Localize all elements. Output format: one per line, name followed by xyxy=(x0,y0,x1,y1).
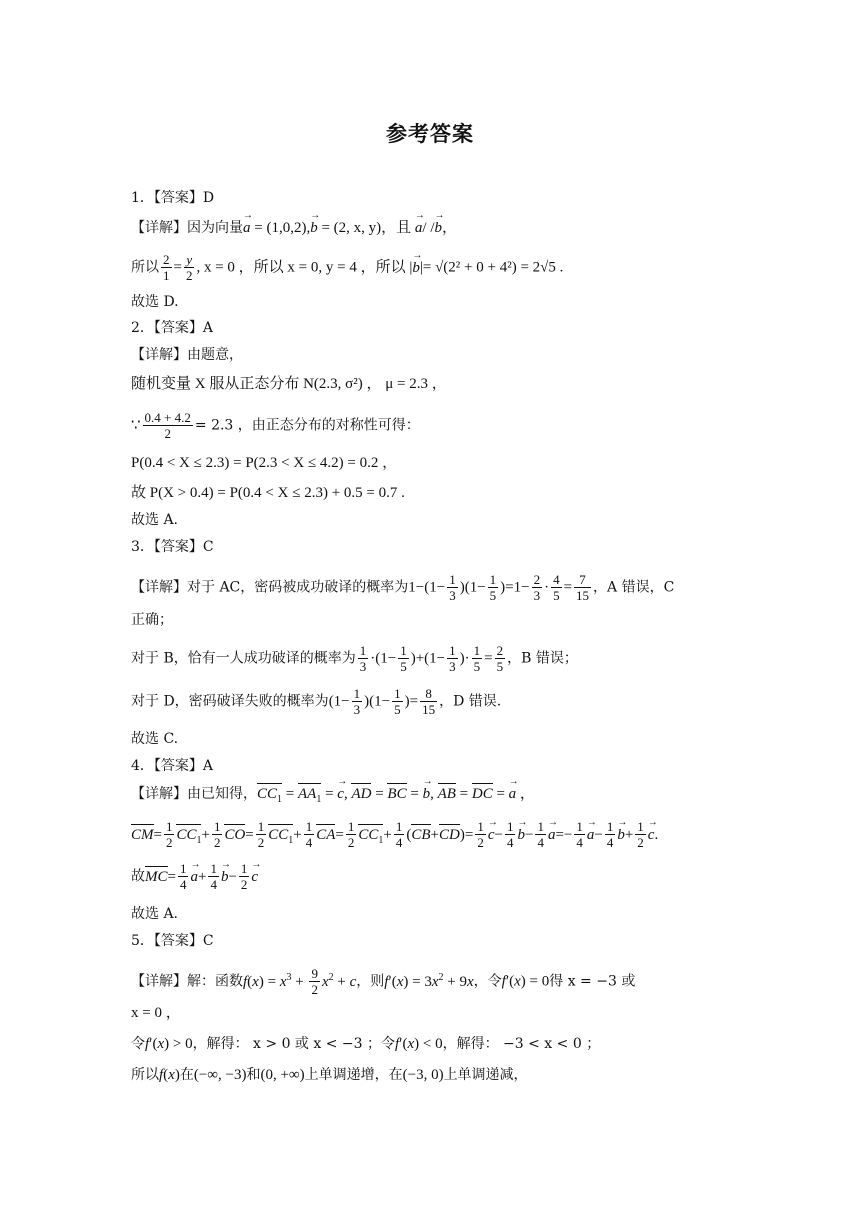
answer-1-label: 1．【答案】D xyxy=(131,190,215,206)
answer-5-detail-line-3: 令f′(x) > 0，解得： x > 0 或 x < −3 ；令f′(x) < 0，解得： −3 < x < 0 ； xyxy=(131,1036,601,1052)
answer-3-detail-line-2: 正确； xyxy=(131,612,173,628)
page-title: 参考答案 xyxy=(386,122,474,146)
fraction: $\frac{2}{1}$ xyxy=(163,252,170,283)
answer-1-detail-line-1: 【详解】因为向量a → = (1,0,2),b → = (2, x, y)，且 a →/ /b →， xyxy=(131,218,457,238)
answer-4-conclusion: 故选 A. xyxy=(131,906,179,922)
answer-1-detail-line-2: 所以 $\frac{2}{1}$ = $\frac{y}{2}$ , x = 0 ，所以 x = 0, y = 4 ，所以 |b →|= √(2² + 0 + 4²) = 2√5 . xyxy=(131,252,563,283)
answer-2-detail-line-5: 故 P(X > 0.4) = P(0.4 < X ≤ 2.3) + 0.5 = 0.7 . xyxy=(131,485,405,501)
answer-2-detail-line-1: 【详解】由题意， xyxy=(131,347,243,363)
answer-3-detail-line-3: 对于 B，恰有一人成功破译的概率为 $\frac{1}{3}$ ·(1− $\frac{1}{5}$ )+(1− $\frac{1}{3}$ )· $\frac{1}{5}$ = $\frac{2}{5}$ ，B 错误； xyxy=(131,643,578,674)
answer-2-detail-line-2: 随机变量 X 服从正态分布 N(2.3, σ²) ， μ = 2.3 ， xyxy=(131,376,447,392)
answer-2-label: 2．【答案】A xyxy=(131,320,214,336)
answer-3-detail-line-1: 【详解】对于 AC，密码被成功破译的概率为1−(1− $\frac{1}{3}$ )(1− $\frac{1}{5}$ )=1− $\frac{2}{3}$ · $\frac{4}{5}$ = $\frac{7}{15}$ ，A 错误，C xyxy=(131,572,675,603)
answer-2-detail-line-3: ∵ $\frac{0.4 + 4.2}{2}$ = 2.3 ，由正态分布的对称性可得： xyxy=(131,410,420,441)
answer-5-detail-line-2: x = 0 ， xyxy=(131,1005,181,1021)
answer-4-detail-line-3: 故MC= $\frac{1}{4}$ a →+ $\frac{1}{4}$ b →− $\frac{1}{2}$ c → xyxy=(131,861,258,892)
answer-4-label: 4．【答案】A xyxy=(131,758,214,774)
answer-2-detail-line-4: P(0.4 < X ≤ 2.3) = P(2.3 < X ≤ 4.2) = 0.2 ， xyxy=(131,455,398,471)
answer-2-conclusion: 故选 A. xyxy=(131,512,179,528)
answer-5-detail-line-1: 【详解】解：函数$f(x) = x^3$ + $\frac{9}{2}$ $x^2 + c$，则$f'(x) = 3x^2 + 9x$，令f′(x) = 0得 x = −3 或 xyxy=(131,966,636,997)
answer-3-detail-line-4: 对于 D，密码破译失败的概率为(1− $\frac{1}{3}$ )(1− $\frac{1}{5}$ )= $\frac{8}{15}$ ，D 错误. xyxy=(131,686,502,717)
answer-4-detail-line-1: 【详解】由已知得，$CC_1 = AA_1 = c$ →, AD = BC = b →, AB = DC = a → ， xyxy=(131,784,535,810)
answer-5-detail-line-4: 所以f(x)在(−∞, −3)和(0, +∞)上单调递增，在(−3, 0)上单调递减， xyxy=(131,1067,528,1083)
answer-3-conclusion: 故选 C. xyxy=(131,731,179,747)
answer-3-label: 3．【答案】C xyxy=(131,539,214,555)
answer-4-detail-line-2: CM= $\frac{1}{2}$ $CC_1+$ $\frac{1}{2}$ CO= $\frac{1}{2}$ $CC_1+$ $\frac{1}{4}$ CA= $\frac{1}{2}$ $CC_1+$ $\frac{1}{4}$ (CB+CD)= $\frac{1}{2}$ c →− $\frac{1}{4}$ b →− $\frac{1}{4}$ a →=− $\frac{1}{4}$ a →− $\frac{1}{4}$ b →+ $\frac{1}{2}$ c →. xyxy=(131,819,658,851)
answer-5-label: 5．【答案】C xyxy=(131,933,214,949)
answer-1-conclusion: 故选 D. xyxy=(131,294,179,310)
